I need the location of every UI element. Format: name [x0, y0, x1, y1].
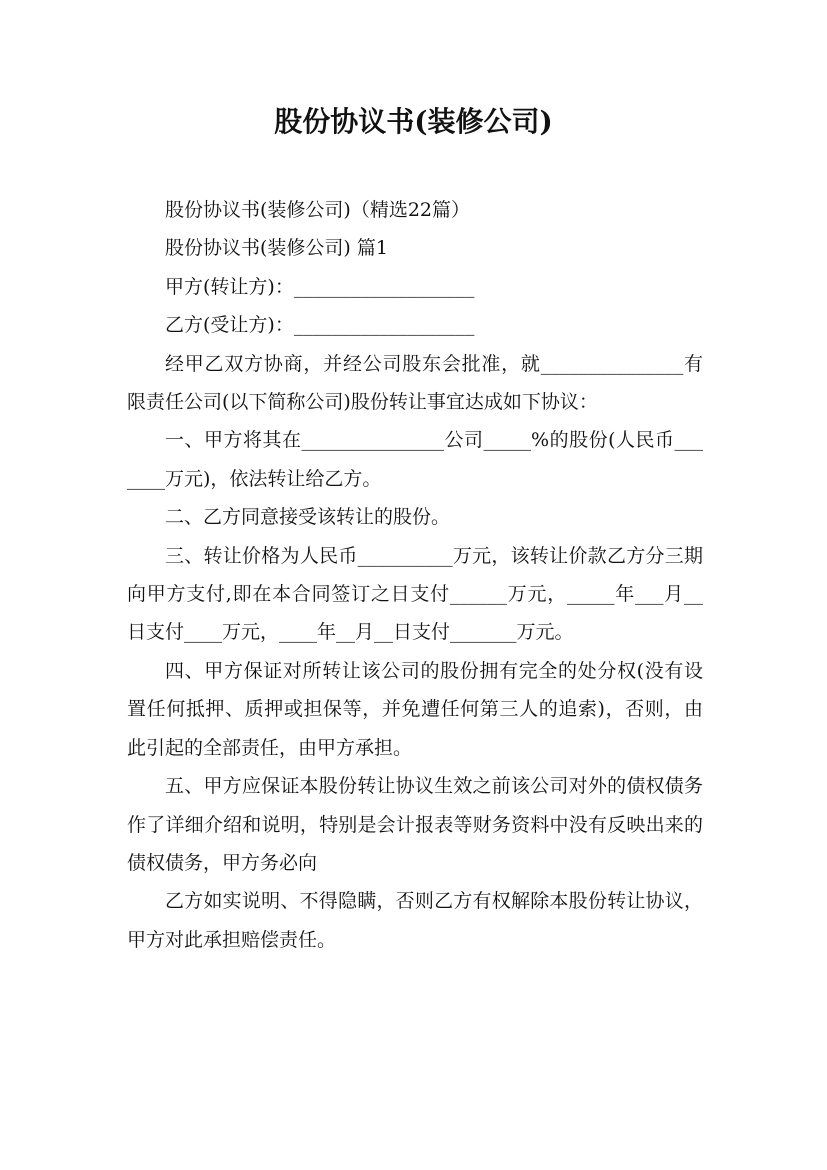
paragraph-clause-3: 三、转让价格为人民币__________万元，该转让价款乙方分三期向甲方支付,即在本合同签订之日支付______万元，_____年___月__日支付____万元，____年__月__日支付_______万元。	[127, 544, 703, 644]
paragraph-subtitle: 股份协议书(装修公司)（精选22篇）	[165, 199, 471, 221]
paragraph-clause-2: 二、乙方同意接受该转让的股份。	[165, 506, 451, 529]
paragraph-preamble: 经甲乙双方协商，并经公司股东会批准，就_______________有限责任公司(以下简称公司)股份转让事宜达成如下协议：	[127, 352, 703, 414]
paragraph-party-a: 甲方(转让方)：___________________	[165, 275, 475, 298]
paragraph-clause-5-continued: 乙方如实说明、不得隐瞒，否则乙方有权解除本股份转让协议，甲方对此承担赔偿责任。	[127, 890, 703, 951]
document-body	[127, 191, 703, 959]
paragraph-clause-4: 四、甲方保证对所转让该公司的股份拥有完全的处分权(没有设置任何抵押、质押或担保等，并免遭任何第三人的追索)，否则，由此引起的全部责任，由甲方承担。	[127, 659, 703, 759]
paragraph-clause-5: 五、甲方应保证本股份转让协议生效之前该公司对外的债权债务作了详细介绍和说明，特别是会计报表等财务资料中没有反映出来的债权债务，甲方务必向	[127, 775, 703, 874]
paragraph-clause-1: 一、甲方将其在_______________公司_____%的股份(人民币_______万元)，依法转让给乙方。	[127, 429, 703, 490]
document-title: 股份协议书(装修公司)	[274, 105, 553, 138]
paragraph-section-heading: 股份协议书(装修公司) 篇1	[165, 237, 388, 260]
paragraph-party-b: 乙方(受让方)：___________________	[165, 314, 475, 337]
